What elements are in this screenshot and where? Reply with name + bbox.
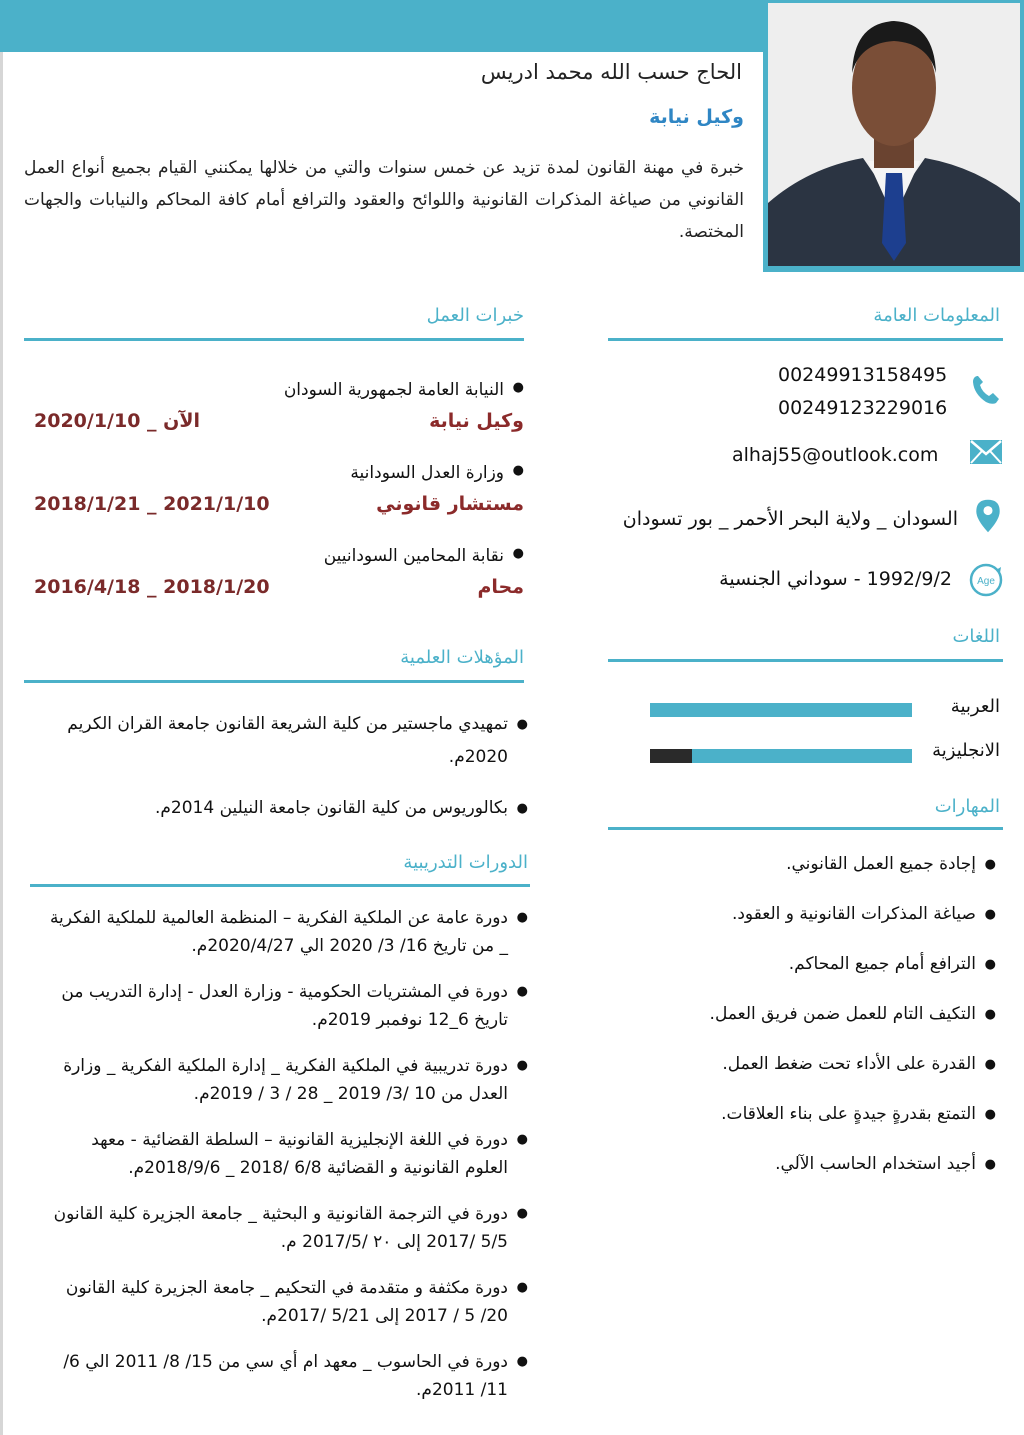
location-pin-icon — [970, 498, 1006, 534]
work-heading: خبرات العمل — [426, 305, 524, 326]
list-item: ● دورة في الحاسوب _ معهد ام أي سي من 15/ 8/ 2011 الي 6/ 11/ 2011م. — [48, 1348, 528, 1404]
language-bar-english — [650, 749, 912, 763]
list-item: ● التمتع بقدرةٍ جيدةٍ على بناء العلاقات. — [606, 1102, 996, 1127]
list-item: ● دورة تدريبية في الملكية الفكرية _ إدارة الملكية الفكرية _ وزارة العدل من 10 /3/ 2019 _ 28 / 3 / 2019م. — [48, 1052, 528, 1108]
list-item: ● أجيد استخدام الحاسب الآلي. — [606, 1152, 996, 1177]
work-dates: 2018/1/21 _ 2021/1/10 — [34, 493, 270, 515]
list-item: ● بكالوريوس من كلية القانون جامعة النيلين 2014م. — [23, 792, 528, 825]
work-entry — [34, 380, 524, 432]
work-dates: 2020/1/10 _ الآن — [34, 410, 201, 432]
email-address: alhaj55@outlook.com — [732, 444, 939, 466]
general-info-rule — [608, 338, 1003, 341]
list-item: ● دورة في اللغة الإنجليزية القانونية – السلطة القضائية - معهد العلوم القانونية و القضائية 6/8 /2018 _ 2018/9/6م. — [48, 1126, 528, 1182]
work-organization: ● النيابة العامة لجمهورية السودان — [34, 380, 524, 400]
work-role: مستشار قانوني — [376, 493, 524, 515]
phone-number-1: 00249913158495 — [778, 364, 948, 386]
skills-rule — [608, 827, 1003, 830]
list-item: ● دورة عامة عن الملكية الفكرية – المنظمة العالمية للملكية الفكرية _ من تاريخ 16/ 3/ 2020 الي 2020/4/27م. — [48, 904, 528, 960]
language-level-arabic — [650, 703, 912, 717]
age-icon — [968, 562, 1004, 598]
home-address: السودان _ ولاية البحر الأحمر _ بور تسودان — [622, 508, 958, 530]
list-item: ● التكيف التام للعمل ضمن فريق العمل. — [606, 1002, 996, 1027]
svg-text:Age: Age — [977, 576, 995, 587]
list-item: ● القدرة على الأداء تحت ضغط العمل. — [606, 1052, 996, 1077]
courses-list — [48, 904, 528, 1422]
work-entry — [34, 463, 524, 515]
header-accent-bar — [0, 0, 765, 52]
language-label-arabic: العربية — [950, 696, 1000, 717]
skills-list — [606, 852, 996, 1202]
phone-icon — [968, 372, 1004, 408]
languages-rule — [608, 659, 1003, 662]
list-item: ● الترافع أمام جميع المحاكم. — [606, 952, 996, 977]
courses-rule — [30, 884, 530, 887]
page-edge-line — [0, 52, 3, 1435]
courses-heading: الدورات التدريبية — [403, 852, 528, 873]
work-rule — [24, 338, 524, 341]
list-item: ● صياغة المذكرات القانونية و العقود. — [606, 902, 996, 927]
mail-icon — [968, 434, 1004, 470]
list-item: ● إجادة جميع العمل القانوني. — [606, 852, 996, 877]
list-item: ● دورة في المشتريات الحكومية - وزارة العدل - إدارة التدريب من تاريخ 6_12 نوفمبر 2019م. — [48, 978, 528, 1034]
profile-photo — [768, 3, 1020, 266]
language-bar-arabic — [650, 703, 912, 717]
birth-and-nationality: 1992/9/2 - سوداني الجنسية — [719, 568, 952, 590]
phone-number-2: 00249123229016 — [778, 397, 948, 419]
profile-summary: خبرة في مهنة القانون لمدة تزيد عن خمس سنوات والتي من خلالها يمكنني القيام بجميع أنواع العمل القانوني من صياغة المذكرات القانونية واللوائح والعقود والترافع أمام كافة المحاكم والنيابات والجهات المختصة. — [24, 158, 744, 242]
person-portrait-icon — [768, 3, 1020, 266]
language-level-english — [692, 749, 912, 763]
candidate-name: الحاج حسب الله محمد ادريس — [480, 60, 742, 84]
work-entry — [34, 546, 524, 598]
work-organization: ● وزارة العدل السودانية — [34, 463, 524, 483]
education-list — [23, 708, 528, 843]
profile-photo-frame — [763, 0, 1024, 272]
language-label-english: الانجليزية — [932, 740, 1000, 761]
work-organization: ● نقابة المحامين السودانيين — [34, 546, 524, 566]
work-dates: 2016/4/18 _ 2018/1/20 — [34, 576, 270, 598]
work-role: محام — [477, 576, 524, 598]
list-item: ● دورة في الترجمة القانونية و البحثية _ جامعة الجزيرة كلية القانون 5/5 /2017 إلى ٢٠ /2017/5 م. — [48, 1200, 528, 1256]
languages-heading: اللغات — [952, 626, 1000, 647]
education-heading: المؤهلات العلمية — [400, 647, 524, 668]
work-role: وكيل نيابة — [429, 410, 524, 432]
list-item: ● تمهيدي ماجستير من كلية الشريعة القانون جامعة القران الكريم 2020م. — [23, 708, 528, 774]
education-rule — [24, 680, 524, 683]
general-info-heading: المعلومات العامة — [873, 305, 1000, 326]
job-title: وكيل نيابة — [649, 106, 744, 128]
list-item: ● دورة مكثفة و متقدمة في التحكيم _ جامعة الجزيرة كلية القانون 20/ 5 / 2017 إلى 5/21 /2017م. — [48, 1274, 528, 1330]
skills-heading: المهارات — [934, 796, 1000, 817]
